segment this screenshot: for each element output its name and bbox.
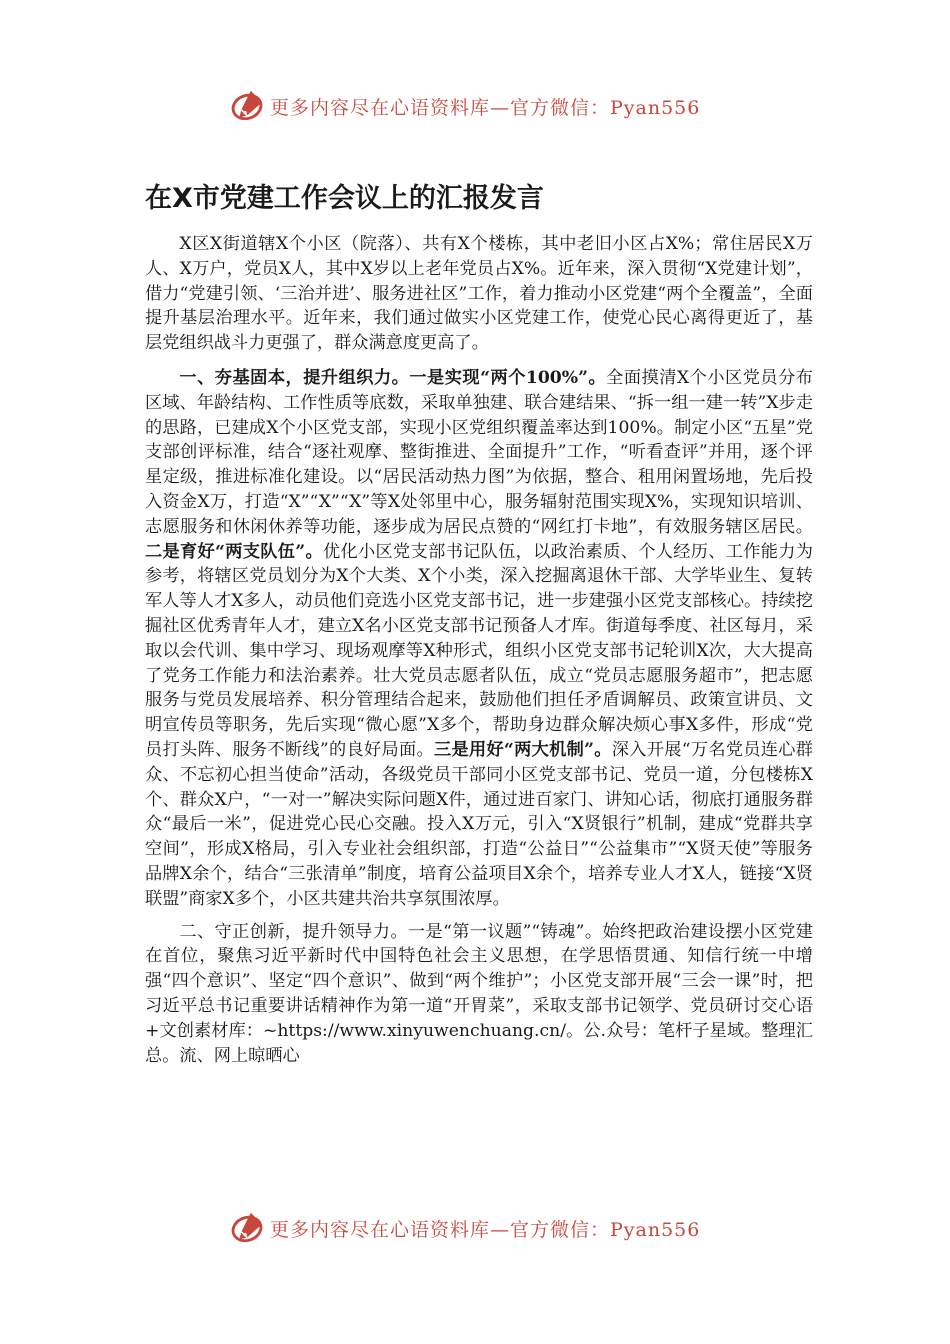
pen-logo-icon <box>228 1209 266 1247</box>
document-body <box>145 232 813 1076</box>
watermark-text: 更多内容尽在心语资料库—官方微信：Pyan556 <box>270 1218 701 1241</box>
footer-watermark <box>228 1208 700 1248</box>
section-2-paragraph: 二、守正创新，提升领导力。一是“第一议题”“铸魂”。始终把政治建设摆小区党建在首位，聚焦习近平新时代中国特色社会主义思想，在学思悟贯通、知信行统一中增强“四个意识”、坚定“四个意识”、做到“两个维护”；小区党支部开展“三会一课”时，把习近平总书记重要讲话精神作为第一道“开胃菜”，采取支部书记领学、党员研讨交心语+文创素材库：~https://www.xinyuwenchuang.cn/。公.众号：笔杆子星域。整理汇总。流、网上晾晒心 <box>145 921 813 1066</box>
intro-paragraph: X区X街道辖X个小区（院落）、共有X个楼栋，其中老旧小区占X%；常住居民X万人、X万户，党员X人，其中X岁以上老年党员占X%。近年来，深入贯彻“X党建计划”，借力“党建引领、‘三治并进’、服务进社区”工作，着力推动小区党建“两个全覆盖”，全面提升基层治理水平。近年来，我们通过做实小区党建工作，使党心民心离得更近了，基层党组织战斗力更强了，群众满意度更高了。 <box>145 234 813 354</box>
item-2-body: 优化小区党支部书记队伍，以政治素质、个人经历、工作能力为参考，将辖区党员划分为X个大类、X个小类，深入挖掘离退休干部、大学毕业生、复转军人等人才X多人，动员他们竞选小区党支部书记，进一步建强小区党支部核心。持续挖掘社区优秀青年人才，建立X名小区党支部书记预备人才库。街道每季度、社区每月，采取以会代训、集中学习、现场观摩等X种形式，组织小区党支部书记轮训X次，大大提高了党务工作能力和法治素养。壮大党员志愿者队伍，成立“党员志愿服务超市”，把志愿服务与党员发展培养、积分管理结合起来，鼓励他们担任矛盾调解员、政策宣讲员、文明宣传员等职务，先后实现“微心愿”X多个，帮助身边群众解决烦心事X多件，形成“党员打头阵、服务不断线”的良好局面。 <box>145 541 813 760</box>
header-watermark <box>228 86 700 126</box>
section-1-paragraph <box>145 366 813 912</box>
item-2-heading: 二是育好“两支队伍”。 <box>145 541 324 562</box>
watermark-text: 更多内容尽在心语资料库—官方微信：Pyan556 <box>270 96 701 119</box>
section-1-heading: 一、夯基固本，提升组织力。 <box>179 367 410 388</box>
item-1-heading: 一是实现“两个100%”。 <box>409 367 607 388</box>
item-3-heading: 三是用好“两大机制”。 <box>433 739 612 760</box>
item-1-body: 全面摸清X个小区党员分布区域、年龄结构、工作性质等底数，采取单独建、联合建结果、“拆一组一建一转”X步走的思路，已建成X个小区党支部，实现小区党组织覆盖率达到100%。制定小区“五星”党支部创评标准，结合“逐社观摩、整街推进、全面提升”工作，“听看查评”并用，逐个评星定级，推进标准化建设。以“居民活动热力图”为依据，整合、租用闲置场地，先后投入资金X万，打造“X”“X”“X”等X处邻里中心，服务辐射范围实现X%，实现知识培训、志愿服务和休闲休养等功能，逐步成为居民点赞的“网红打卡地”，有效服务辖区居民。 <box>145 367 813 537</box>
item-3-body: 深入开展“万名党员连心群众、不忘初心担当使命”活动，各级党员干部同小区党支部书记、党员一道，分包楼栋X个、群众X户，“一对一”解决实际问题X件，通过进百家门、讲知心话，彻底打通服务群众“最后一米”，促进党心民心交融。投入X万元，引入“X贤银行”机制，建成“党群共享空间”，形成X格局，引入专业社会组织部，打造“公益日”“公益集市”“X贤天使”等服务品牌X余个，结合“三张清单”制度，培育公益项目X余个，培养专业人才X人，链接“X贤联盟”商家X多个，小区共建共治共享氛围浓厚。 <box>145 739 813 909</box>
pen-logo-icon <box>228 87 266 125</box>
document-title: 在X市党建工作会议上的汇报发言 <box>145 183 544 214</box>
